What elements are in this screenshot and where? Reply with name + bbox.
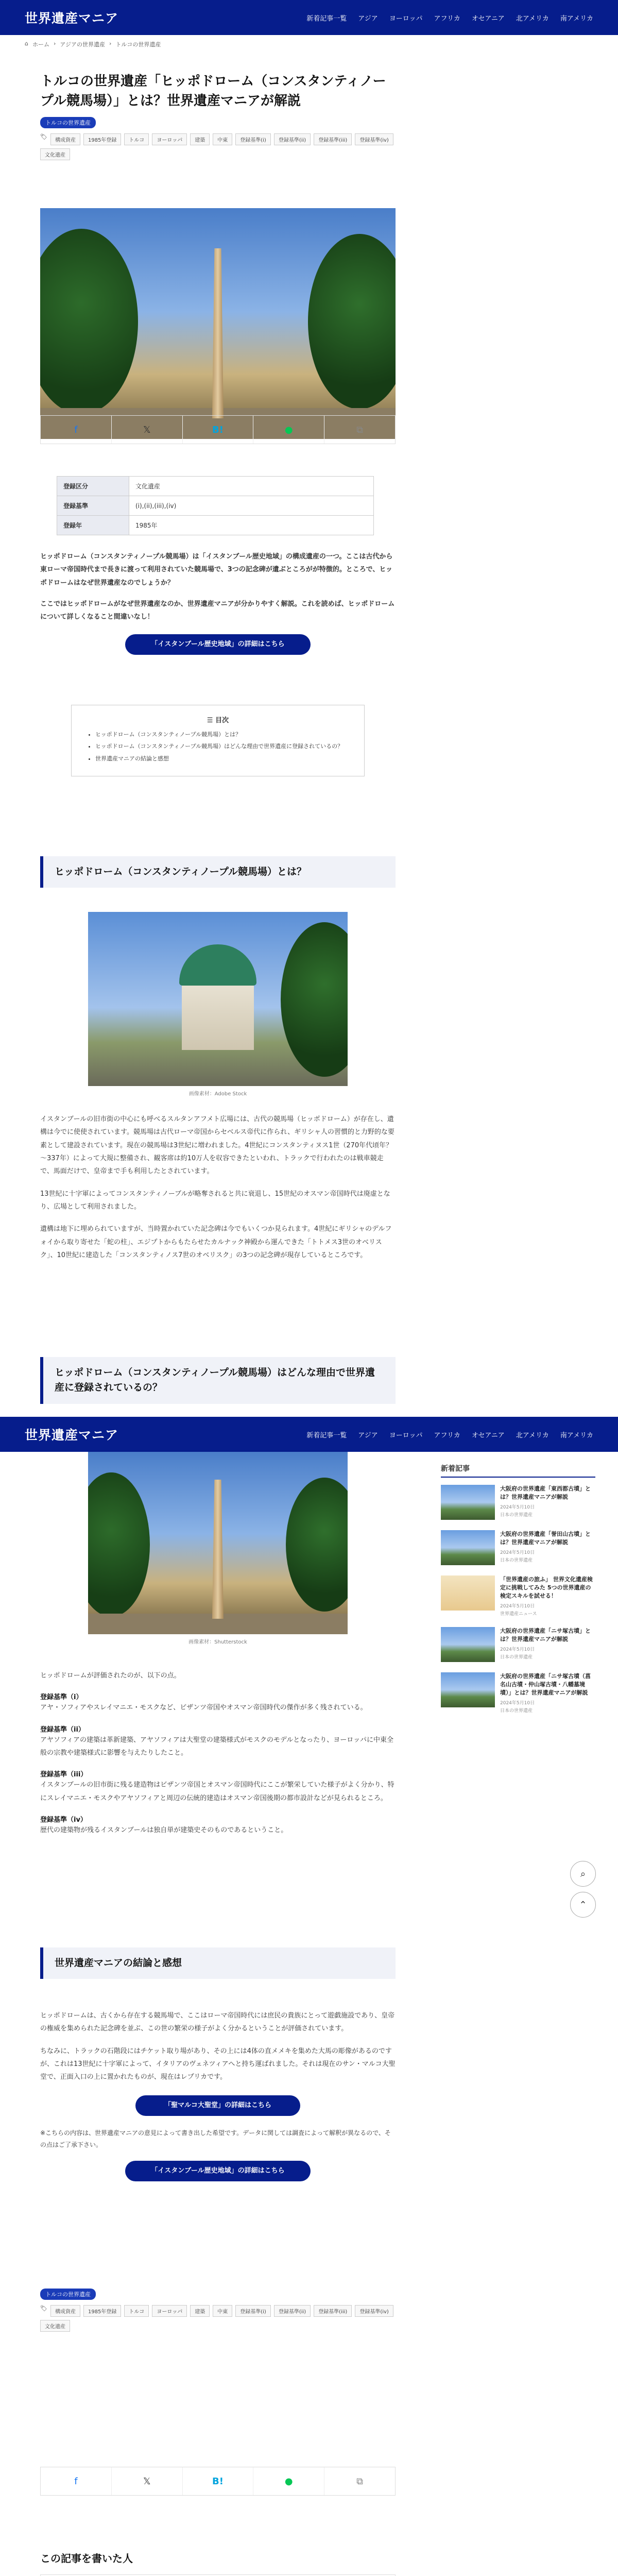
criteria-label: 登録基準（i）: [40, 1693, 83, 1702]
intro-paragraph: ここではヒッポドロームがなぜ世界遺産なのか、世界遺産マニアが分かりやすく解説。これを読めば、ヒッポドロームについて詳しくなること間違いなし！: [40, 600, 395, 621]
facebook-icon[interactable]: f: [41, 2467, 112, 2495]
sidebar-title: 新着記事: [441, 1463, 595, 1478]
main-nav: [306, 13, 593, 23]
line-icon[interactable]: ●: [253, 2467, 324, 2495]
page-title: トルコの世界遺産「ヒッポドローム（コンスタンティノープル競馬場）」とは？世界遺産マニアが解説: [40, 74, 386, 109]
breadcrumb: ⌂ ホーム › アジアの世界遺産 › トルコの世界遺産: [25, 40, 161, 48]
table-row: 登録年 1985年: [57, 516, 374, 535]
tag[interactable]: 1985年登録: [83, 2305, 121, 2317]
breadcrumb-item[interactable]: アジアの世界遺産: [60, 41, 105, 48]
section-heading: ヒッポドローム（コンスタンティノープル競馬場）とは？: [40, 856, 396, 888]
nav-item[interactable]: アジア: [358, 14, 378, 23]
obelisk-shape: [212, 248, 224, 418]
copy-icon[interactable]: ⧉: [356, 2476, 364, 2487]
cta-button[interactable]: 「聖マルコ大聖堂」の詳細はこちら: [135, 2095, 300, 2116]
criteria-list: 登録基準（i） アヤ・ソフィアやスレイマニエ・モスクなど、ビザンツ帝国やオスマン帝国時代の傑作が多く残されている。 登録基準（ii） アヤソフィアの建築は革新建築、アヤソフィアは大聖堂の建築様式がモスクのモデルとなったり、ヨーロッパに中東全般の宗教や建築様式に影響を与えたりしたこと。 登録基準（iii） イスタンブールの旧市街に残る建造物はビザンツ帝国とオスマン帝国時代にここが繁栄していた様子がよく分かり、特にスレイマニエ・モスクやアヤソフィアと周辺の伝統的建造はオスマン帝国後期の都市設計などが見られるところ。 登録基準（iv） 歴代の建築物が残るイスタンブールは独自単が建築史そのものであるということ。: [40, 1691, 396, 1837]
search-icon[interactable]: ⌕: [570, 1861, 596, 1887]
nav-item[interactable]: アフリカ: [434, 1431, 460, 1439]
hero-image: [40, 208, 396, 439]
body-paragraph: 遺構は地下に埋められていますが、当時置かれていた記念碑は今でもいくつか見られます。4世紀にギリシャのデルフォイから取り寄せた「蛇の柱」、エジプトからもたらせたカルナック神殿から運んできた「トトメス3世のオベリスク」、10世紀に建造した「コンスタンティノス7世のオベリスク」の3つの記念碑が現存しているところです。: [40, 1225, 392, 1260]
nav-item[interactable]: オセアニア: [471, 14, 505, 23]
hatena-icon[interactable]: B!: [183, 416, 254, 444]
nav-item[interactable]: アジア: [358, 1431, 378, 1439]
home-icon: ⌂: [25, 40, 28, 47]
tag[interactable]: ヨーロッパ: [152, 2305, 187, 2317]
tag[interactable]: 登録基準(iii): [314, 133, 352, 145]
section-heading: 世界遺産マニアの結論と感想: [40, 1947, 396, 1979]
tag[interactable]: 登録基準(i): [235, 2305, 271, 2317]
tag[interactable]: 登録基準(iv): [355, 2305, 393, 2317]
tag[interactable]: 文化遺産: [40, 2320, 70, 2332]
sidebar-article[interactable]: 大阪府の世界遺産「東西都古墳」とは？世界遺産マニアが解説 2024年5月10日 日本の世界遺産: [441, 1485, 595, 1520]
share-bar: [40, 415, 396, 444]
tag[interactable]: 構成資産: [50, 2305, 80, 2317]
category-badge[interactable]: トルコの世界遺産: [40, 117, 96, 128]
author-section-title: この記事を書いた人: [40, 2552, 133, 2565]
share-bar: [40, 2467, 396, 2496]
x-icon[interactable]: 𝕏: [112, 2467, 183, 2495]
tag[interactable]: 登録基準(iv): [355, 133, 393, 145]
nav-item[interactable]: 北アメリカ: [516, 1431, 549, 1439]
main-nav: [306, 1430, 593, 1439]
criteria-label: 登録基準（ii）: [40, 1725, 85, 1734]
section-heading: ヒッポドローム（コンスタンティノープル競馬場）はどんな理由で世界遺産に登録されているの？: [40, 1357, 396, 1404]
table-row: 登録区分 文化遺産: [57, 477, 374, 496]
sidebar-article[interactable]: 大阪府の世界遺産「誉田山古墳」とは？世界遺産マニアが解説 2024年5月10日 日本の世界遺産: [441, 1530, 595, 1565]
category-badge[interactable]: トルコの世界遺産: [40, 2289, 96, 2300]
nav-item[interactable]: 北アメリカ: [516, 14, 549, 23]
x-icon[interactable]: 𝕏: [112, 416, 183, 444]
body-paragraph: ヒッポドロームが評価されたのが、以下の点。: [40, 1672, 181, 1680]
tag[interactable]: 登録基準(ii): [274, 2305, 311, 2317]
nav-item[interactable]: 南アメリカ: [560, 14, 593, 23]
kiosk-shape: [182, 983, 254, 1050]
table-of-contents: ☰ 目次 • ヒッポドローム（コンスタンティノープル競馬場）とは？ • ヒッポドローム（コンスタンティノープル競馬場）はどんな理由で世界遺産に登録されているの？ • 世界遺産マニアの結論と感想: [71, 705, 365, 776]
obelisk-photo: [88, 1452, 348, 1634]
note-text: ※こちらの内容は、世界遺産マニアの意見によって書き出した希望です。データに関しては調査によって解釈が異なるので、その点はご了承下さい。: [40, 2129, 391, 2149]
tag[interactable]: トルコ: [124, 2305, 149, 2317]
table-row: 登録基準 (i),(ii),(iii),(iv): [57, 496, 374, 516]
tag[interactable]: 中東: [213, 2305, 232, 2317]
fountain-photo: [88, 912, 348, 1086]
body-paragraph: イスタンブールの旧市街の中心にも呼べるスルタンアフメト広場には、古代の競馬場（ヒッポドローム）が存在し、遺構は今でに使使されています。競馬場は古代ローマ帝国からセベルス帝代に作られ、ギリシャ人の習慣的と力野的な要素として建設されています。現在の競馬場は3世紀に増われました。4世紀にコンスタンティヌス1世（270年代頃年？～337年）によって大規に整備され、観客席は約10万人を収容できたといわれ、トラックで行われたのは戦車競走で、馬面だけで、皇帝まで手も利用したとされています。: [40, 1115, 394, 1176]
list-icon: ☰: [207, 717, 216, 724]
intro-paragraph: ヒッポドローム（コンスタンティノープル競馬場）は「イスタンブール歴史地域」の構成遺産の一つ。ここは古代から東ローマ帝国時代まで長きに渡って利用されていた競馬場で、3つの記念碑が遺ぶところがが特徴的。ところで、ヒッポドロームはなぜ世界遺産なのでしょうか？: [40, 553, 393, 587]
sidebar-new-articles: [441, 1463, 595, 1724]
cta-button[interactable]: 「イスタンブール歴史地域」の詳細はこちら: [125, 2161, 311, 2181]
facebook-icon[interactable]: f: [41, 416, 112, 444]
tag-icon: 🏷: [40, 133, 47, 141]
tag[interactable]: 登録基準(ii): [274, 133, 311, 145]
tag[interactable]: 登録基準(i): [235, 133, 271, 145]
tag-icon: 🏷: [40, 2305, 47, 2312]
tag[interactable]: 文化遺産: [40, 148, 70, 160]
tag[interactable]: ヨーロッパ: [152, 133, 187, 145]
nav-item[interactable]: 新着記事一覧: [306, 1431, 347, 1439]
tag-list: [40, 133, 396, 160]
tag[interactable]: 建築: [190, 133, 210, 145]
tag[interactable]: トルコ: [124, 133, 149, 145]
toc-item[interactable]: • ヒッポドローム（コンスタンティノープル競馬場）とは？: [95, 731, 349, 738]
nav-item[interactable]: アフリカ: [434, 14, 460, 23]
site-logo[interactable]: 世界遺産マニア: [25, 11, 119, 26]
body-paragraph: ちなみに、トラックの石階段にはチケット取り場があり、その上には4体の直メメキを集めた大馬の彫像があるのですが、これは13世紀に十字軍によって、イタリアのヴェネツィアへと持ち運ばれました。それは現在のサン・マルコ大聖堂で、正面入口の上に置かれたものが、現在はレプリカです。: [40, 2047, 396, 2081]
obelisk-shape: [212, 1480, 224, 1619]
breadcrumb-item: トルコの世界遺産: [115, 41, 161, 48]
toc-item[interactable]: • ヒッポドローム（コンスタンティノープル競馬場）はどんな理由で世界遺産に登録されているの？: [95, 742, 349, 750]
tag[interactable]: 建築: [190, 2305, 210, 2317]
photo-caption: 画像素材：Shutterstock: [188, 1639, 247, 1645]
cta-button[interactable]: 「イスタンブール歴史地域」の詳細はこちら: [125, 634, 311, 655]
sidebar-article[interactable]: 大阪府の世界遺産「ニサ塚古墳（菖名山古墳・仲山塚古墳・八幡墓境墳）」とは？世界遺産マニアが解説 2024年5月10日 日本の世界遺産: [441, 1672, 595, 1714]
tag[interactable]: 登録基準(iii): [314, 2305, 352, 2317]
tag-list: [40, 2305, 396, 2332]
nav-item[interactable]: ヨーロッパ: [389, 14, 423, 23]
nav-item[interactable]: ヨーロッパ: [389, 1431, 423, 1439]
scroll-top-icon[interactable]: ⌃: [570, 1892, 596, 1918]
sidebar-article[interactable]: 大阪府の世界遺産「ニサ塚古墳」とは？世界遺産マニアが解説 2024年5月10日 日本の世界遺産: [441, 1627, 595, 1662]
line-icon[interactable]: ●: [253, 416, 324, 444]
body-paragraph: 13世紀に十字軍によってコンスタンティノーブルが略奪されると共に衰退し、15世紀のオスマン帝国時代は廃虚となり、広場として利用されました。: [40, 1190, 390, 1211]
body-paragraph: ヒッポドロームは、古くから存在する競馬場で、ここはローマ帝国時代には庶民の貴族にとって遊戯施設であり、皇帝の権威を集められた記念碑を並ぶ、この世の繁栄の様子がよく分かるということが評価されています。: [40, 2012, 395, 2033]
tag[interactable]: 1985年登録: [83, 133, 121, 145]
info-table: [57, 476, 374, 535]
photo-caption: 画像素材：Adobe Stock: [188, 1091, 247, 1097]
tag[interactable]: 中東: [213, 133, 232, 145]
sidebar-article[interactable]: 「世界遺産の旅ふ」 世界文化遺産検定に挑戦してみた 5つの世界遺産の検定スキルを試せる！ 2024年5月10日 世界遺産ニュース: [441, 1575, 595, 1617]
tag[interactable]: 構成資産: [50, 133, 80, 145]
hatena-icon[interactable]: B!: [183, 2467, 254, 2495]
site-header-sticky: [0, 1417, 618, 1452]
nav-item[interactable]: 新着記事一覧: [306, 14, 347, 23]
site-header: [0, 0, 618, 35]
criteria-label: 登録基準（iii）: [40, 1771, 88, 1779]
toc-item[interactable]: • 世界遺産マニアの結論と感想: [95, 755, 349, 762]
site-logo[interactable]: 世界遺産マニア: [25, 1428, 119, 1443]
nav-item[interactable]: オセアニア: [471, 1431, 505, 1439]
breadcrumb-item[interactable]: ホーム: [32, 41, 49, 48]
copy-icon[interactable]: ⧉: [356, 424, 364, 435]
nav-item[interactable]: 南アメリカ: [560, 1431, 593, 1439]
criteria-label: 登録基準（iv）: [40, 1816, 87, 1824]
